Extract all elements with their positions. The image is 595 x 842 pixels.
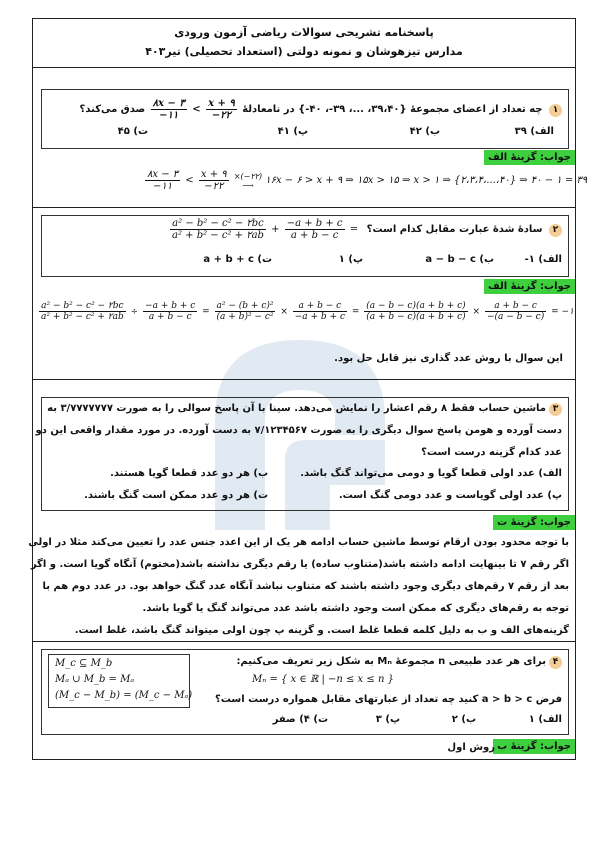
q3-divider <box>33 641 575 642</box>
q3-explanation-4: توجه به رقم‌های دیگری که ممکن است وجود داشته باشد عدد می‌تواند گنگ یا گویا باشد. <box>142 603 569 614</box>
q2-option-a: الف) ۱- <box>524 254 562 265</box>
q4-method-label: روش اول <box>447 742 495 753</box>
q2-note: این سوال با روش عدد گذاری نیز قابل حل بود. <box>334 353 563 364</box>
question-number-badge: ۳ <box>549 403 562 416</box>
q1-solution: $\frac{۸x - ۳}{-۱۱}$ < $\frac{x + ۹}{-۲۲}$ ×(−۲۲) ⟶ ۱۶x − ۶ > x + ۹ ⇒ ۱۵x > ۱۵ ⇒ x > ۱ ⇒ {۲،۳،۴،...،۴۰} ⇒ ۴۰ − ۱ = ۳۹ <box>147 169 588 192</box>
q1-option-d: ت) ۴۵ <box>117 126 148 137</box>
q3-explanation-1: با توجه محدود بودن ارقام توسط ماشین حساب ادامه هر یک از این اعدد جنس عدد را تعیین می‌کند مثلا در اولی <box>28 537 569 548</box>
question-2-stem <box>367 224 562 237</box>
q2-option-b: ب) a − b − c <box>425 254 494 265</box>
q3-explanation-2: اگر رقم ۷ تا بینهایت ادامه داشته باشد(متناوب ساده) یا رقم دیگری نداشته باشد(مختوم) آنگاه گویا است. و اگر <box>30 559 569 570</box>
q3-explanation-3: بعد از رقم ۷ رقم‌های دیگری وجود داشته باشند که متناوب نباشد آنگاه عدد گنگ خواهد بود. در عدد دوم هم با <box>42 581 569 592</box>
q3-option-d: ت) هر دو عدد ممکن است گنگ باشند. <box>84 490 268 501</box>
q1-option-c: پ) ۴۱ <box>277 126 308 137</box>
question-2-box <box>41 215 569 277</box>
q4-statements-box <box>48 654 193 708</box>
q4-statement-1: M_c ⊆ M_b <box>55 658 113 669</box>
q4-statement-3: (M_c − M_b) = (M_c − Mₐ) <box>55 690 193 701</box>
page-subtitle: مدارس تیزهوشان و نمونه دولتی (استعداد تحصیلی) تیر۴۰۳ <box>145 45 463 58</box>
q2-answer-label: جواب: گزینهٔ الف <box>484 279 575 294</box>
question-1-stem <box>47 98 562 121</box>
document-page <box>28 18 588 760</box>
q4-option-a: الف) ۱ <box>528 714 562 725</box>
q1-option-b: ب) ۴۲ <box>409 126 440 137</box>
question-1-box <box>41 89 569 149</box>
q2-option-d: ت) a + b + c <box>203 254 272 265</box>
page-title: پاسخنامه تشریحی سوالات ریاضی آزمون ورودی <box>174 26 434 39</box>
q2-option-c: پ) ۱ <box>338 254 363 265</box>
q3-option-a: الف) عدد اولی قطعا گویا و دومی می‌تواند گنگ باشد. <box>300 468 562 479</box>
q1-divider <box>33 207 575 208</box>
question-number-badge: ۱ <box>549 104 562 117</box>
q4-option-d: ت) ۴) صفر <box>272 714 328 725</box>
question-number-badge: ۴ <box>549 656 562 669</box>
question-3-box <box>35 397 569 511</box>
question-2-expression: $\frac{\text{a² − b² − c² − ۲bc}}{\text{a² + b² − c² + ۲ab}}$ + $\frac{-a + b + c}{a + b - c}$ = <box>172 218 359 241</box>
question-4-set-definition: Mₙ = { x ∈ ℝ | −n ≤ x ≤ n } <box>252 674 394 685</box>
q4-answer-label: جواب: گزینهٔ ب <box>493 739 575 754</box>
question-1-inequality: $\frac{۸x - ۳}{-۱۱}$ < $\frac{x + ۹}{-۲۲}$ <box>152 98 235 121</box>
q3-answer-label: جواب: گزینهٔ ت <box>493 515 575 530</box>
question-number-badge: ۲ <box>549 224 562 237</box>
q2-solution: $\frac{\text{a² − b² − c² − ۲bc}}{\text{a² + b² − c² + ۲ab}}$ ÷ $\frac{-a + b + c}{a + b - c}$ = $\frac{\text{a² − (b + c)²}}{\text{(a + b)² − c²}}$ × $\frac{a + b - c}{-a + b + c}$ = $\frac{(a - b - c)(a + b + c)}{(a + b - c)(a + b + c)}$ × $\frac{a + b - c}{-(a - b - c)}$ = −۱ <box>41 301 574 322</box>
question-2-text: سادهٔ شدهٔ عبارت مقابل کدام است؟ <box>366 224 543 235</box>
q3-option-c: پ) عدد اولی گویاست و عدد دومی گنگ است. <box>338 490 562 501</box>
q4-option-b: ب) ۲ <box>451 714 476 725</box>
question-1-text: چه تعداد از اعضای مجموعهٔ {۳۹،۴۰، ...، ۳۹-، ۴۰-} در نامعادلهٔ <box>242 104 543 115</box>
question-4-box <box>41 649 569 735</box>
q4-option-c: پ) ۳ <box>375 714 400 725</box>
question-3-line-1: ۳ماشین حساب فقط ۸ رقم اعشار را نمایش می‌دهد. سینا با آن پاسخ سوالی را به صورت ۳/۷۷۷۷۷۷۷ به <box>47 403 562 416</box>
q3-option-b: ب) هر دو عدد قطعا گویا هستند. <box>110 468 268 479</box>
q1-answer-label: جواب: گزینهٔ الف <box>484 150 575 165</box>
question-3-line-3: عدد کدام گزینه درست است؟ <box>421 447 562 458</box>
q2-divider <box>33 379 575 380</box>
question-4-line-2: فرض a > b > c کنید چه تعداد از عبارتهای مقابل همواره درست است؟ <box>215 694 562 705</box>
question-4-line-1: ۴برای هر عدد طبیعی n مجموعهٔ Mₙ به شکل زیر تعریف می‌کنیم: <box>236 656 562 669</box>
q3-explanation-5: گزینه‌های الف و ب به دلیل کلمه قطعا غلط است. و گزینه پ چون اولی میتواند گنگ باشد، غلط است. <box>74 625 569 636</box>
header-divider <box>33 67 575 68</box>
question-3-line-2: دست آورده و هومن پاسخ سوال دیگری را به صورت ۷/۱۲۳۴۵۶۷ به دست آورده. در مورد مقدار واقعی این دو <box>35 425 562 436</box>
q4-statement-2: Mₐ ∪ M_b = Mₐ <box>55 674 135 685</box>
q1-option-a: الف) ۳۹ <box>514 126 554 137</box>
question-1-text-end: صدق می‌کند؟ <box>79 104 146 115</box>
